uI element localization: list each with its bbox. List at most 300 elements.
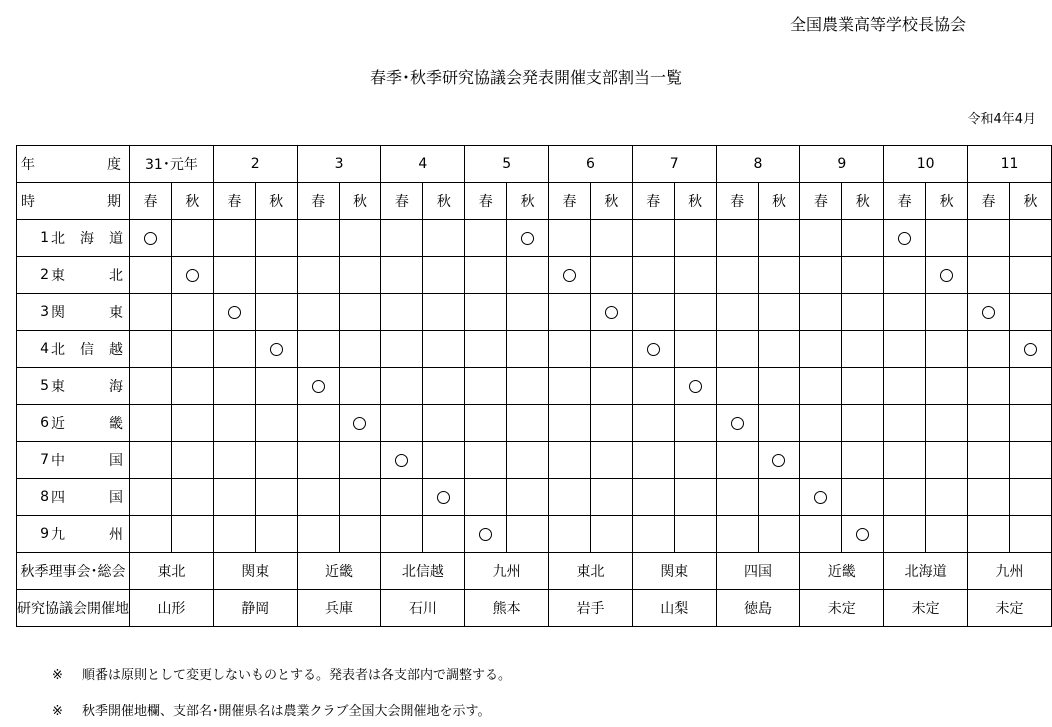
schedule-cell xyxy=(507,405,549,442)
schedule-cell xyxy=(171,442,213,479)
region-name: 四 国 xyxy=(51,490,123,506)
region-label-cell xyxy=(17,405,130,442)
schedule-cell xyxy=(423,257,465,294)
schedule-cell xyxy=(423,479,465,516)
autumn-cell: 秋 xyxy=(1009,183,1051,220)
schedule-cell xyxy=(590,442,632,479)
schedule-cell xyxy=(884,516,926,553)
schedule-cell xyxy=(255,479,297,516)
schedule-cell xyxy=(674,405,716,442)
schedule-cell xyxy=(800,331,842,368)
schedule-cell xyxy=(130,368,172,405)
assigned-circle-icon xyxy=(479,528,492,541)
schedule-cell xyxy=(632,442,674,479)
schedule-cell xyxy=(465,368,507,405)
autumn-cell: 秋 xyxy=(339,183,381,220)
venue-value: 兵庫 xyxy=(297,590,381,627)
period-label-left: 時 xyxy=(21,194,35,210)
venue-value: 岩手 xyxy=(549,590,633,627)
schedule-cell xyxy=(884,405,926,442)
schedule-cell xyxy=(758,405,800,442)
note-1-text: 順番は原則として変更しないものとする。発表者は各支部内で調整する。 xyxy=(82,668,512,683)
schedule-cell xyxy=(926,294,968,331)
schedule-cell xyxy=(1009,405,1051,442)
schedule-cell xyxy=(297,331,339,368)
schedule-cell xyxy=(171,331,213,368)
schedule-cell xyxy=(507,220,549,257)
venue-row xyxy=(17,590,1052,627)
schedule-cell xyxy=(171,368,213,405)
assigned-circle-icon xyxy=(940,269,953,282)
board-row xyxy=(17,553,1052,590)
region-label-cell xyxy=(17,442,130,479)
schedule-cell xyxy=(842,368,884,405)
schedule-cell xyxy=(171,220,213,257)
schedule-cell xyxy=(926,442,968,479)
region-number: 2 xyxy=(40,267,49,283)
schedule-cell xyxy=(590,220,632,257)
venue-value: 徳島 xyxy=(716,590,800,627)
schedule-cell xyxy=(716,442,758,479)
assigned-circle-icon xyxy=(395,454,408,467)
schedule-cell xyxy=(926,368,968,405)
year-header-row xyxy=(17,146,1052,183)
schedule-cell xyxy=(758,331,800,368)
board-value: 九州 xyxy=(968,553,1052,590)
schedule-cell xyxy=(381,294,423,331)
schedule-cell xyxy=(255,368,297,405)
schedule-cell xyxy=(842,257,884,294)
schedule-cell xyxy=(1009,479,1051,516)
schedule-cell xyxy=(758,368,800,405)
schedule-cell xyxy=(381,331,423,368)
schedule-cell xyxy=(674,331,716,368)
spring-cell: 春 xyxy=(213,183,255,220)
schedule-cell xyxy=(507,294,549,331)
schedule-cell xyxy=(968,442,1010,479)
schedule-cell xyxy=(800,368,842,405)
schedule-cell xyxy=(590,405,632,442)
schedule-cell xyxy=(590,368,632,405)
schedule-cell xyxy=(800,516,842,553)
schedule-cell xyxy=(632,331,674,368)
schedule-cell xyxy=(213,257,255,294)
spring-cell: 春 xyxy=(549,183,591,220)
schedule-cell xyxy=(381,257,423,294)
year-label-left: 年 xyxy=(21,157,35,173)
schedule-cell xyxy=(255,442,297,479)
schedule-cell xyxy=(800,479,842,516)
schedule-cell xyxy=(339,220,381,257)
schedule-cell xyxy=(297,294,339,331)
autumn-cell: 秋 xyxy=(842,183,884,220)
schedule-cell xyxy=(842,405,884,442)
region-name: 北信越 xyxy=(51,342,123,358)
schedule-cell xyxy=(842,479,884,516)
schedule-cell xyxy=(255,257,297,294)
schedule-cell xyxy=(800,257,842,294)
venue-value: 未定 xyxy=(800,590,884,627)
schedule-cell xyxy=(884,479,926,516)
region-row xyxy=(17,405,1052,442)
board-value: 北海道 xyxy=(884,553,968,590)
schedule-cell xyxy=(758,516,800,553)
region-label-cell xyxy=(17,257,130,294)
board-value: 近畿 xyxy=(800,553,884,590)
period-header-row xyxy=(17,183,1052,220)
schedule-cell xyxy=(842,294,884,331)
assigned-circle-icon xyxy=(647,343,660,356)
schedule-cell xyxy=(674,368,716,405)
spring-cell: 春 xyxy=(465,183,507,220)
schedule-cell xyxy=(1009,331,1051,368)
schedule-cell xyxy=(884,442,926,479)
autumn-cell: 秋 xyxy=(926,183,968,220)
schedule-cell xyxy=(590,331,632,368)
autumn-cell: 秋 xyxy=(758,183,800,220)
schedule-cell xyxy=(632,294,674,331)
schedule-cell xyxy=(381,405,423,442)
venue-label: 研究協議会開催地 xyxy=(17,590,130,627)
year-cell: 2 xyxy=(213,146,297,183)
region-name: 東 海 xyxy=(51,379,123,395)
schedule-cell xyxy=(632,405,674,442)
schedule-cell xyxy=(171,516,213,553)
board-value: 東北 xyxy=(130,553,214,590)
region-row xyxy=(17,516,1052,553)
board-value: 東北 xyxy=(549,553,633,590)
region-label-cell xyxy=(17,331,130,368)
schedule-cell xyxy=(842,442,884,479)
year-cell: 7 xyxy=(632,146,716,183)
schedule-cell xyxy=(255,405,297,442)
region-label-cell xyxy=(17,294,130,331)
schedule-cell xyxy=(171,405,213,442)
schedule-cell xyxy=(171,479,213,516)
schedule-cell xyxy=(423,368,465,405)
region-name: 中 国 xyxy=(51,453,123,469)
organization-name: 全国農業高等学校長協会 xyxy=(790,15,967,34)
spring-cell: 春 xyxy=(632,183,674,220)
period-header-label xyxy=(17,183,130,220)
schedule-cell xyxy=(926,479,968,516)
schedule-cell xyxy=(339,257,381,294)
region-number: 6 xyxy=(40,415,49,431)
schedule-cell xyxy=(507,331,549,368)
spring-cell: 春 xyxy=(968,183,1010,220)
schedule-cell xyxy=(339,294,381,331)
schedule-cell xyxy=(130,405,172,442)
schedule-cell xyxy=(968,516,1010,553)
region-row xyxy=(17,442,1052,479)
assigned-circle-icon xyxy=(856,528,869,541)
schedule-cell xyxy=(758,479,800,516)
schedule-cell xyxy=(758,257,800,294)
schedule-cell xyxy=(842,516,884,553)
venue-value: 石川 xyxy=(381,590,465,627)
year-cell: 3 xyxy=(297,146,381,183)
region-name: 近 畿 xyxy=(51,416,123,432)
venue-value: 未定 xyxy=(884,590,968,627)
schedule-cell xyxy=(423,405,465,442)
schedule-cell xyxy=(1009,516,1051,553)
assigned-circle-icon xyxy=(605,306,618,319)
note-2-text: 秋季開催地欄、支部名･開催県名は農業クラブ全国大会開催地を示す。 xyxy=(82,704,491,719)
schedule-cell xyxy=(590,257,632,294)
schedule-cell xyxy=(423,331,465,368)
schedule-cell xyxy=(968,331,1010,368)
year-cell: 8 xyxy=(716,146,800,183)
note-1 xyxy=(52,664,511,683)
assigned-circle-icon xyxy=(521,232,534,245)
schedule-cell xyxy=(465,405,507,442)
schedule-cell xyxy=(507,368,549,405)
period-label-right: 期 xyxy=(107,194,121,210)
board-value: 九州 xyxy=(465,553,549,590)
autumn-cell: 秋 xyxy=(171,183,213,220)
assigned-circle-icon xyxy=(228,306,241,319)
board-value: 北信越 xyxy=(381,553,465,590)
spring-cell: 春 xyxy=(800,183,842,220)
schedule-cell xyxy=(297,257,339,294)
schedule-cell xyxy=(171,257,213,294)
region-label-cell xyxy=(17,479,130,516)
region-number: 1 xyxy=(40,230,49,246)
schedule-cell xyxy=(968,368,1010,405)
schedule-cell xyxy=(549,516,591,553)
schedule-cell xyxy=(297,442,339,479)
note-2-mark: ※ xyxy=(52,704,63,719)
schedule-cell xyxy=(549,257,591,294)
schedule-cell xyxy=(674,220,716,257)
schedule-cell xyxy=(549,220,591,257)
schedule-cell xyxy=(465,516,507,553)
autumn-cell: 秋 xyxy=(255,183,297,220)
schedule-cell xyxy=(465,220,507,257)
schedule-cell xyxy=(297,368,339,405)
schedule-cell xyxy=(590,479,632,516)
schedule-cell xyxy=(674,442,716,479)
schedule-cell xyxy=(339,442,381,479)
schedule-cell xyxy=(716,516,758,553)
region-number: 7 xyxy=(40,452,49,468)
region-row xyxy=(17,331,1052,368)
venue-value: 熊本 xyxy=(465,590,549,627)
assigned-circle-icon xyxy=(731,417,744,430)
schedule-cell xyxy=(716,294,758,331)
schedule-cell xyxy=(213,294,255,331)
region-row xyxy=(17,257,1052,294)
region-number: 4 xyxy=(40,341,49,357)
schedule-cell xyxy=(926,516,968,553)
schedule-cell xyxy=(800,405,842,442)
schedule-cell xyxy=(213,331,255,368)
schedule-cell xyxy=(884,368,926,405)
year-cell: 10 xyxy=(884,146,968,183)
schedule-cell xyxy=(800,294,842,331)
assigned-circle-icon xyxy=(563,269,576,282)
schedule-cell xyxy=(968,479,1010,516)
region-row xyxy=(17,294,1052,331)
region-name: 関 東 xyxy=(51,305,123,321)
schedule-cell xyxy=(716,257,758,294)
schedule-cell xyxy=(632,516,674,553)
schedule-cell xyxy=(465,294,507,331)
schedule-cell xyxy=(213,516,255,553)
schedule-cell xyxy=(632,257,674,294)
region-name: 北海道 xyxy=(51,231,123,247)
spring-cell: 春 xyxy=(130,183,172,220)
schedule-cell xyxy=(213,368,255,405)
schedule-cell xyxy=(968,405,1010,442)
schedule-cell xyxy=(465,331,507,368)
board-value: 関東 xyxy=(632,553,716,590)
schedule-cell xyxy=(800,442,842,479)
schedule-cell xyxy=(130,294,172,331)
venue-value: 山形 xyxy=(130,590,214,627)
schedule-cell xyxy=(423,442,465,479)
schedule-cell xyxy=(130,220,172,257)
schedule-cell xyxy=(590,294,632,331)
schedule-cell xyxy=(884,257,926,294)
board-value: 近畿 xyxy=(297,553,381,590)
assigned-circle-icon xyxy=(270,343,283,356)
schedule-cell xyxy=(130,516,172,553)
assigned-circle-icon xyxy=(689,380,702,393)
spring-cell: 春 xyxy=(381,183,423,220)
schedule-cell xyxy=(884,294,926,331)
note-1-mark: ※ xyxy=(52,668,63,683)
schedule-cell xyxy=(507,257,549,294)
region-number: 5 xyxy=(40,378,49,394)
schedule-cell xyxy=(255,516,297,553)
schedule-cell xyxy=(842,331,884,368)
schedule-cell xyxy=(716,405,758,442)
schedule-cell xyxy=(632,368,674,405)
schedule-cell xyxy=(423,516,465,553)
region-row xyxy=(17,368,1052,405)
schedule-cell xyxy=(297,220,339,257)
autumn-cell: 秋 xyxy=(674,183,716,220)
schedule-cell xyxy=(632,479,674,516)
assigned-circle-icon xyxy=(186,269,199,282)
region-label-cell xyxy=(17,368,130,405)
schedule-cell xyxy=(1009,294,1051,331)
schedule-cell xyxy=(465,479,507,516)
region-number: 3 xyxy=(40,304,49,320)
assigned-circle-icon xyxy=(437,491,450,504)
schedule-cell xyxy=(758,220,800,257)
schedule-cell xyxy=(884,331,926,368)
autumn-cell: 秋 xyxy=(590,183,632,220)
page-title: 春季･秋季研究協議会発表開催支部割当一覧 xyxy=(369,68,682,87)
region-row xyxy=(17,220,1052,257)
schedule-cell xyxy=(130,331,172,368)
board-value: 四国 xyxy=(716,553,800,590)
schedule-cell xyxy=(339,405,381,442)
region-row xyxy=(17,479,1052,516)
year-cell: 9 xyxy=(800,146,884,183)
schedule-cell xyxy=(926,257,968,294)
spring-cell: 春 xyxy=(716,183,758,220)
assigned-circle-icon xyxy=(898,232,911,245)
region-name: 九 州 xyxy=(51,527,123,543)
region-name: 東 北 xyxy=(51,268,123,284)
assigned-circle-icon xyxy=(982,306,995,319)
schedule-cell xyxy=(674,257,716,294)
schedule-cell xyxy=(213,479,255,516)
schedule-cell xyxy=(255,331,297,368)
schedule-cell xyxy=(297,479,339,516)
schedule-cell xyxy=(381,368,423,405)
schedule-cell xyxy=(465,257,507,294)
schedule-cell xyxy=(884,220,926,257)
schedule-cell xyxy=(926,405,968,442)
schedule-cell xyxy=(213,442,255,479)
region-number: 9 xyxy=(40,526,49,542)
schedule-cell xyxy=(255,220,297,257)
assigned-circle-icon xyxy=(1024,343,1037,356)
assigned-circle-icon xyxy=(312,380,325,393)
schedule-cell xyxy=(926,220,968,257)
schedule-cell xyxy=(1009,442,1051,479)
autumn-cell: 秋 xyxy=(423,183,465,220)
schedule-cell xyxy=(213,405,255,442)
schedule-cell xyxy=(130,257,172,294)
schedule-cell xyxy=(297,516,339,553)
year-label-right: 度 xyxy=(107,157,121,173)
schedule-cell xyxy=(968,220,1010,257)
schedule-cell xyxy=(758,294,800,331)
year-cell: 6 xyxy=(549,146,633,183)
schedule-cell xyxy=(716,220,758,257)
schedule-cell xyxy=(674,479,716,516)
schedule-cell xyxy=(423,294,465,331)
schedule-cell xyxy=(842,220,884,257)
note-2 xyxy=(52,700,490,719)
assigned-circle-icon xyxy=(353,417,366,430)
spring-cell: 春 xyxy=(297,183,339,220)
schedule-cell xyxy=(716,331,758,368)
schedule-cell xyxy=(297,405,339,442)
board-value: 関東 xyxy=(213,553,297,590)
year-cell: 5 xyxy=(465,146,549,183)
schedule-cell xyxy=(549,405,591,442)
region-label-cell xyxy=(17,516,130,553)
allocation-table xyxy=(16,145,1052,627)
schedule-cell xyxy=(507,516,549,553)
schedule-cell xyxy=(339,331,381,368)
schedule-cell xyxy=(423,220,465,257)
autumn-cell: 秋 xyxy=(507,183,549,220)
schedule-cell xyxy=(716,368,758,405)
region-label-cell xyxy=(17,220,130,257)
schedule-cell xyxy=(339,479,381,516)
year-cell: 31･元年 xyxy=(130,146,214,183)
schedule-cell xyxy=(213,220,255,257)
year-cell: 11 xyxy=(968,146,1052,183)
venue-value: 山梨 xyxy=(632,590,716,627)
venue-value: 未定 xyxy=(968,590,1052,627)
schedule-cell xyxy=(507,442,549,479)
schedule-cell xyxy=(716,479,758,516)
schedule-cell xyxy=(800,220,842,257)
schedule-cell xyxy=(507,479,549,516)
schedule-cell xyxy=(549,294,591,331)
board-label: 秋季理事会･総会 xyxy=(17,553,130,590)
schedule-cell xyxy=(549,479,591,516)
issue-date: 令和4年4月 xyxy=(967,112,1036,127)
